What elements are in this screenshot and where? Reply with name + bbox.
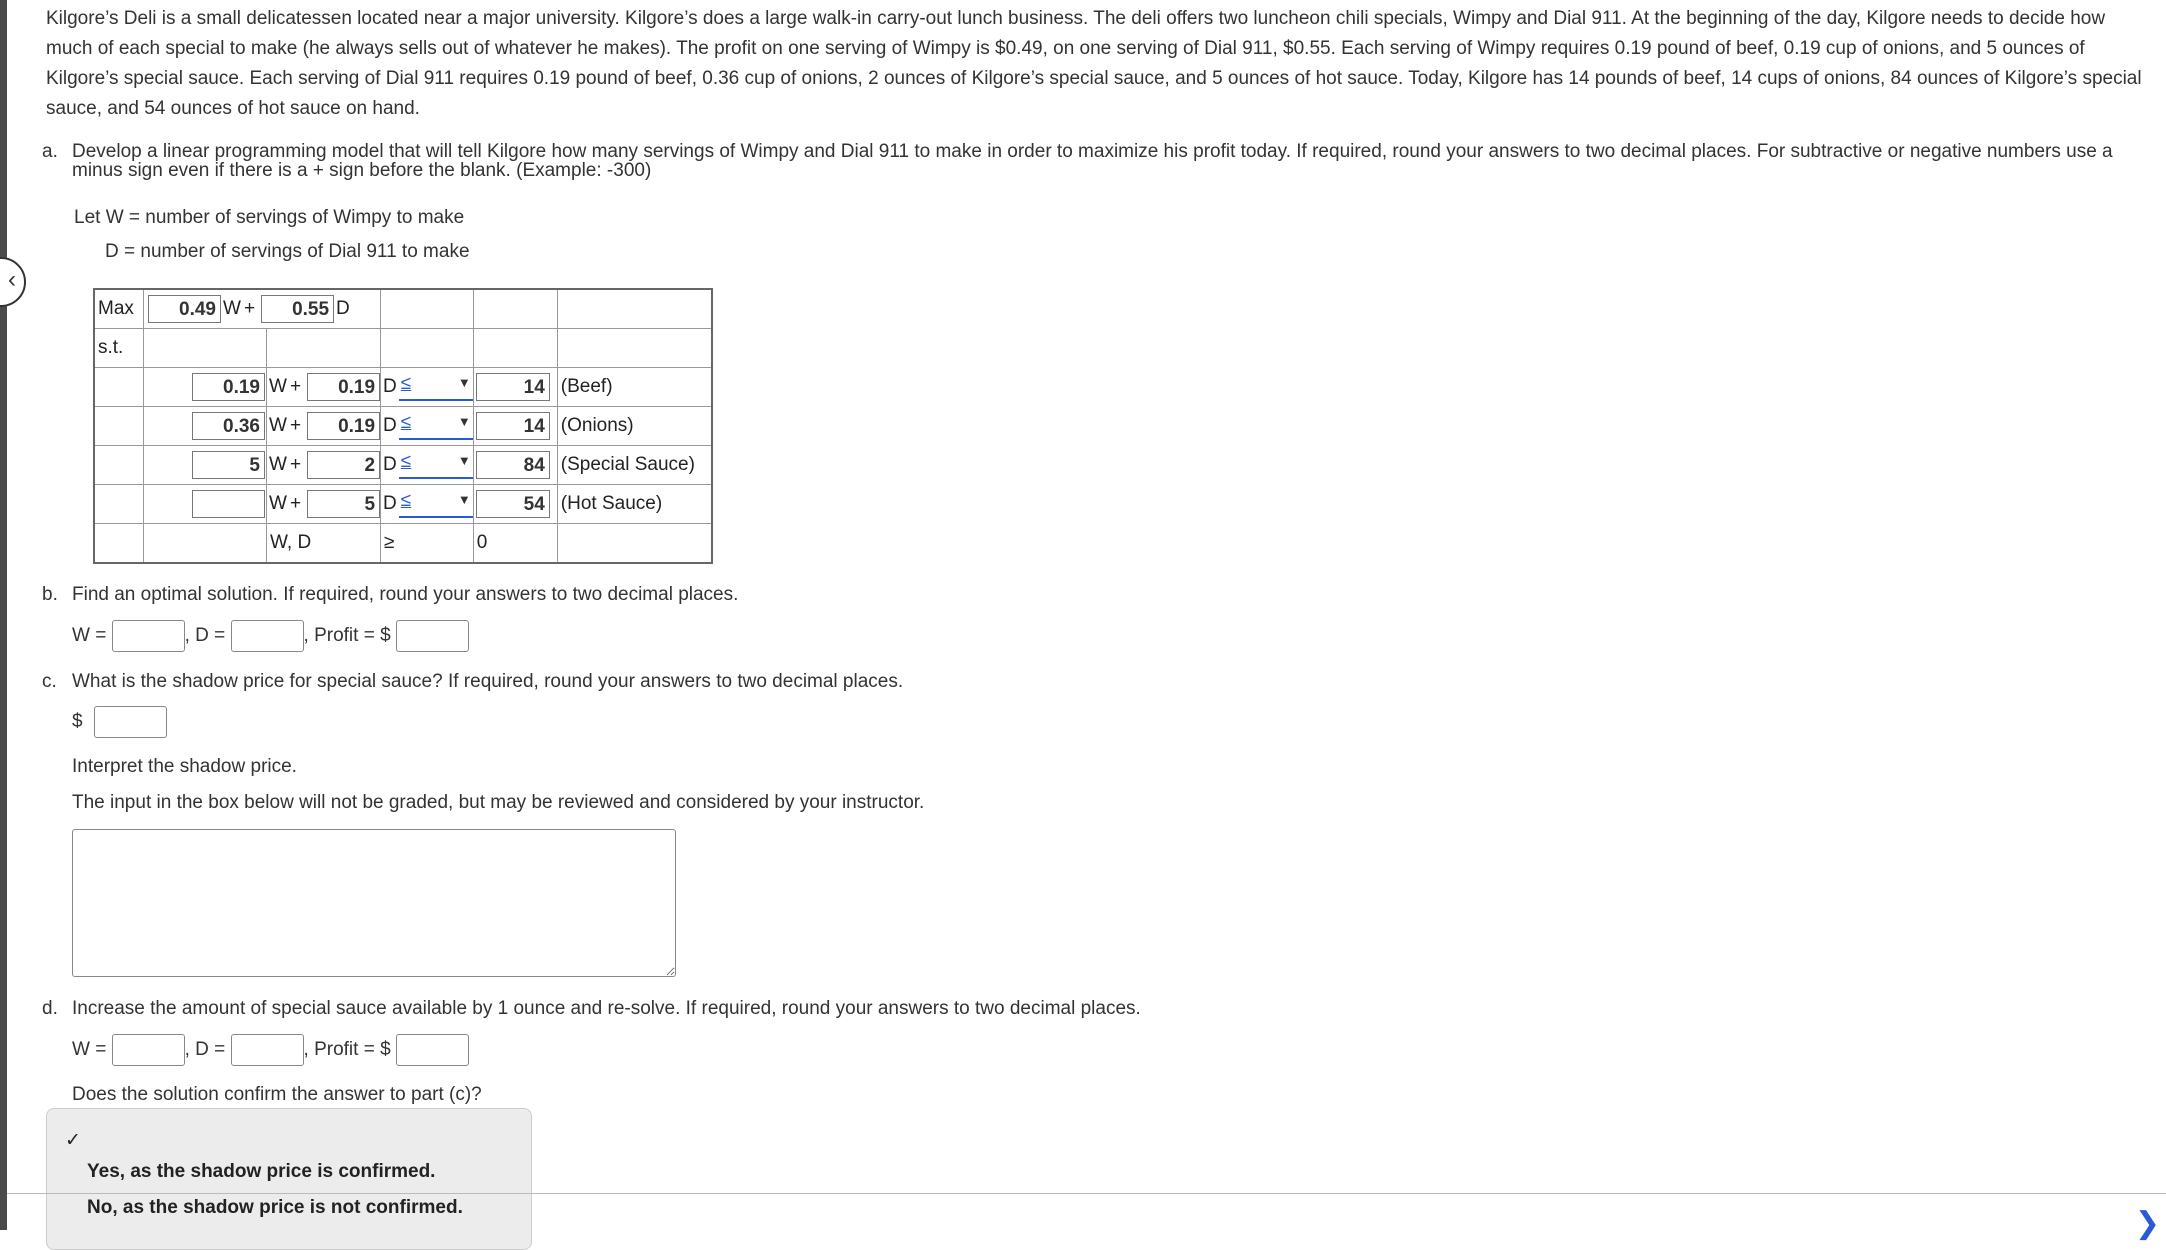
footer-divider <box>7 1193 2166 1194</box>
ungraded-note: The input in the box below will not be graded, but may be reviewed and considered by your instructor. <box>72 792 925 813</box>
chevron-right-icon[interactable]: ❯ <box>2134 1207 2160 1240</box>
special-sauce-d-coef[interactable]: 2 <box>307 451 380 479</box>
plus-sign: + <box>289 415 302 437</box>
st-row <box>94 329 712 368</box>
part-b-profit-input[interactable] <box>396 620 469 652</box>
special-sauce-operator-select[interactable]: ≤ ▼ <box>399 451 473 479</box>
beef-operator-select[interactable]: ≤ ▼ <box>399 373 473 401</box>
problem-statement: Kilgore’s Deli is a small delicatessen located near a major university. Kilgore’s does a large walk-in carry-out lunch business. The deli offers two luncheon chili specials, Wimpy and Dial 911. At the beginning of the day, Kilgore needs to decide how much of each special to make (he always sells out of whatever he makes). The profit on one serving of Wimpy is $0.49, on one serving of Dial 911, $0.55. Each serving of Wimpy requires 0.19 pound of beef, 0.19 cup of onions, and 5 ounces of Kilgore’s special sauce. Each serving of Dial 911 requires 0.19 pound of beef, 0.36 cup of onions, 2 ounces of Kilgore’s special sauce, and 5 ounces of hot sauce. Today, Kilgore has 14 pounds of beef, 14 cups of onions, 84 ounces of Kilgore’s special sauce, and 54 ounces of hot sauce on hand. <box>46 8 2142 119</box>
confirm-dropdown-menu[interactable] <box>46 1108 532 1250</box>
hot-sauce-operator-select[interactable]: ≤ ▼ <box>399 490 473 518</box>
var-w: W <box>269 376 287 398</box>
part-d-answer-row <box>72 1034 469 1066</box>
hot-sauce-label: (Hot Sauce) <box>557 485 712 524</box>
collapse-panel-button[interactable] <box>0 257 26 307</box>
part-d-w-label: W = <box>72 1039 107 1061</box>
part-c-dollar: $ <box>72 711 83 733</box>
var-w: W <box>223 298 241 320</box>
part-d-w-input[interactable] <box>112 1034 185 1066</box>
left-sidebar-bar <box>0 0 7 1230</box>
objective-w-coef[interactable]: 0.49 <box>148 295 221 323</box>
part-a-question <box>42 141 2162 181</box>
constraint-row-beef <box>94 368 712 407</box>
onions-rhs[interactable]: 14 <box>476 412 550 440</box>
objective-row <box>94 289 712 329</box>
option-yes[interactable]: Yes, as the shadow price is confirmed. <box>87 1161 436 1182</box>
constraint-row-onions <box>94 407 712 446</box>
max-label: Max <box>94 289 144 329</box>
special-sauce-w-coef[interactable]: 5 <box>192 451 265 479</box>
lp-model-table <box>93 288 713 564</box>
beef-rhs[interactable]: 14 <box>476 373 550 401</box>
onions-operator-select[interactable]: ≤ ▼ <box>399 412 473 440</box>
part-b-letter: b. <box>42 584 58 605</box>
option-no[interactable]: No, as the shadow price is not confirmed. <box>87 1197 463 1218</box>
part-d-text: Increase the amount of special sauce available by 1 ounce and re-solve. If required, round your answers to two decimal places. <box>72 998 1141 1019</box>
dropdown-caret-icon: ▼ <box>457 375 471 390</box>
var-d: D <box>383 415 397 437</box>
var-w: W <box>269 493 287 515</box>
var-w: W <box>269 415 287 437</box>
objective-d-coef[interactable]: 0.55 <box>261 295 334 323</box>
part-a-letter: a. <box>42 141 58 162</box>
part-b-w-input[interactable] <box>112 620 185 652</box>
plus-sign: + <box>243 298 256 320</box>
var-d: D <box>383 376 397 398</box>
interpretation-textarea[interactable] <box>72 829 676 977</box>
st-label: s.t. <box>94 329 144 368</box>
beef-label: (Beef) <box>557 368 712 407</box>
nonneg-rhs: 0 <box>473 524 557 564</box>
dropdown-caret-icon: ▼ <box>457 492 471 507</box>
part-b-d-label: , D = <box>184 625 226 647</box>
let-d-definition: D = number of servings of Dial 911 to make <box>105 241 470 262</box>
plus-sign: + <box>289 454 302 476</box>
onions-d-coef[interactable]: 0.19 <box>307 412 380 440</box>
plus-sign: + <box>289 376 302 398</box>
shadow-price-input[interactable] <box>94 706 167 738</box>
chevron-left-icon: ‹ <box>8 266 16 293</box>
dropdown-caret-icon: ▼ <box>457 453 471 468</box>
beef-d-coef[interactable]: 0.19 <box>307 373 380 401</box>
constraint-row-special-sauce <box>94 446 712 485</box>
part-d-d-label: , D = <box>184 1039 226 1061</box>
constraint-row-hot-sauce <box>94 485 712 524</box>
part-c-question <box>42 671 903 693</box>
checkmark-icon: ✓ <box>65 1130 81 1151</box>
nonneg-operator: ≥ <box>381 524 474 564</box>
part-b-text: Find an optimal solution. If required, round your answers to two decimal places. <box>72 584 739 605</box>
interpret-label: Interpret the shadow price. <box>72 756 297 777</box>
hot-sauce-d-coef[interactable]: 5 <box>307 490 380 518</box>
part-d-d-input[interactable] <box>231 1034 304 1066</box>
onions-label: (Onions) <box>557 407 712 446</box>
part-b-question <box>42 584 738 606</box>
part-b-w-label: W = <box>72 625 107 647</box>
part-d-letter: d. <box>42 998 58 1019</box>
var-d: D <box>336 298 350 320</box>
nonneg-vars: W, D <box>267 524 381 564</box>
part-b-answer-row <box>72 620 469 652</box>
beef-w-coef[interactable]: 0.19 <box>192 373 265 401</box>
part-b-d-input[interactable] <box>231 620 304 652</box>
part-c-letter: c. <box>42 671 57 692</box>
let-w-definition: Let W = number of servings of Wimpy to make <box>74 207 465 228</box>
special-sauce-label: (Special Sauce) <box>557 446 712 485</box>
special-sauce-rhs[interactable]: 84 <box>476 451 550 479</box>
part-c-answer-row <box>72 706 167 738</box>
hot-sauce-rhs[interactable]: 54 <box>476 490 550 518</box>
part-d-question <box>42 998 1141 1020</box>
part-a-text: Develop a linear programming model that will tell Kilgore how many servings of Wimpy and Dial 911 to make in order to maximize his profit today. If required, round your answers to two decimal places. For subtractive or negative numbers use a minus sign even if there is a + sign before the blank. (Example: -300) <box>72 141 2113 181</box>
nonnegativity-row <box>94 524 712 564</box>
part-d-profit-input[interactable] <box>396 1034 469 1066</box>
part-b-profit-label: , Profit = $ <box>303 625 391 647</box>
var-d: D <box>383 454 397 476</box>
plus-sign: + <box>289 493 302 515</box>
var-w: W <box>269 454 287 476</box>
confirm-question: Does the solution confirm the answer to part (c)? <box>72 1084 482 1105</box>
part-c-text: What is the shadow price for special sauce? If required, round your answers to two decimal places. <box>72 671 904 692</box>
hot-sauce-w-coef[interactable] <box>192 490 265 518</box>
var-d: D <box>383 493 397 515</box>
onions-w-coef[interactable]: 0.36 <box>192 412 265 440</box>
dropdown-caret-icon: ▼ <box>457 414 471 429</box>
part-d-profit-label: , Profit = $ <box>303 1039 391 1061</box>
